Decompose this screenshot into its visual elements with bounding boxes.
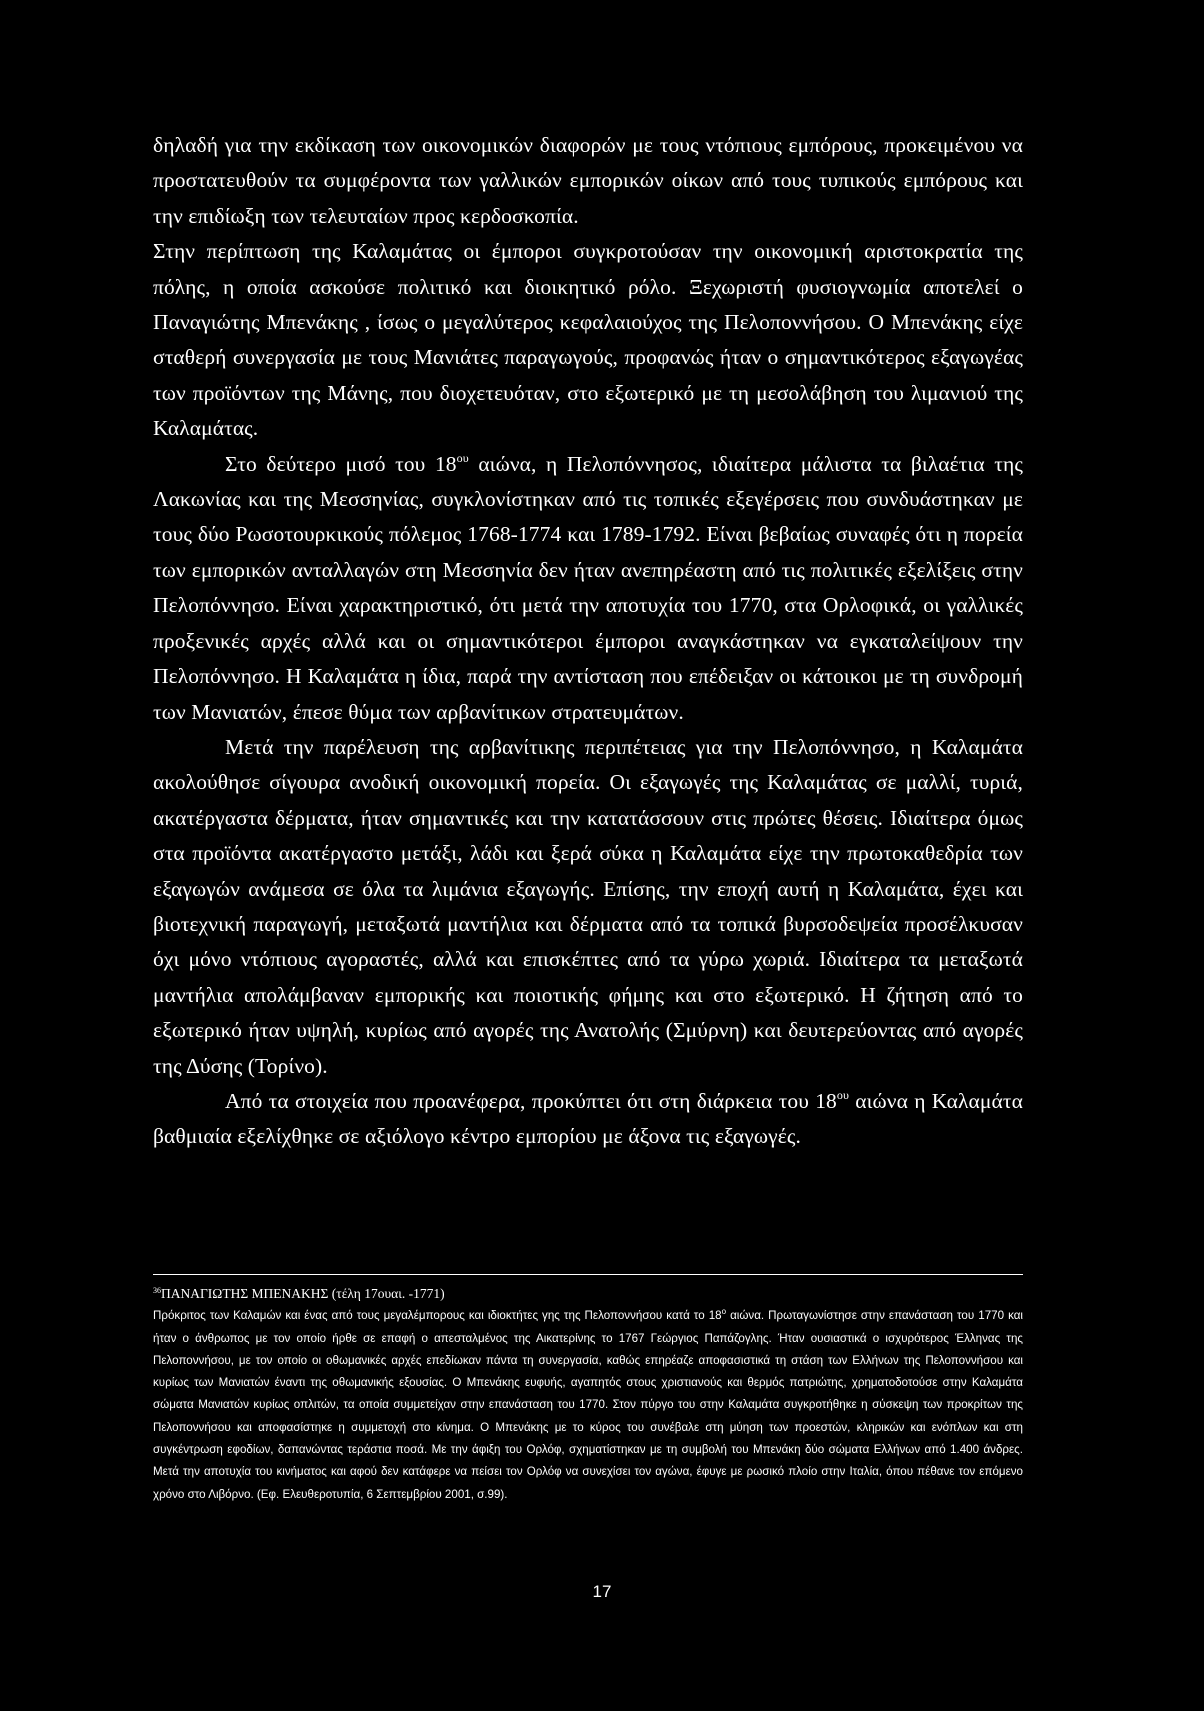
footnote xyxy=(153,1283,1023,1506)
paragraph-4 xyxy=(153,730,1023,1084)
paragraph-2 xyxy=(153,234,1023,446)
paragraph-text-after-superscript: αιώνα, η Πελοπόννησος, ιδιαίτερα μάλιστα τα βιλαέτια της Λακωνίας και της Μεσσηνίας, συγκλονίστηκαν από τις τοπικές εξεγέρσεις που συνδυάστηκαν με τους δύο Ρωσοτουρκικούς πόλεμος 1768-1774 και 1789-1792. Είναι βεβαίως συναφές ότι η πορεία των εμπορικών ανταλλαγών στη Μεσσηνία δεν ήταν ανεπηρέαστη από τις πολιτικές εξελίξεις στην Πελοπόννησο. Είναι χαρακτηριστικό, ότι μετά την αποτυχία του 1770, στα Ορλοφικά, οι γαλλικές προξενικές αρχές αλλά και οι σημαντικότεροι έμποροι αναγκάστηκαν να εγκαταλείψουν την Πελοπόννησο. Η Καλαμάτα η ίδια, παρά την αντίσταση που επέδειξαν οι κάτοικοι με τη συνδρομή των Μανιατών, έπεσε θύμα των αρβανίτικων στρατευμάτων. xyxy=(153,451,1023,724)
footnote-heading: ΠΑΝΑΓΙΩΤΗΣ ΜΠΕΝΑΚΗΣ (τέλη 17ουαι. -1771) xyxy=(161,1286,445,1301)
paragraph-text: Μετά την παρέλευση της αρβανίτικης περιπέτειας για την Πελοπόννησο, η Καλαμάτα ακολούθησε σίγουρα ανοδική οικονομική πορεία. Οι εξαγωγές της Καλαμάτας σε μαλλί, τυριά, ακατέργαστα δέρματα, ήταν σημαντικές και την κατατάσσουν στις πρώτες θέσεις. Ιδιαίτερα όμως στα προϊόντα ακατέργαστο μετάξι, λάδι και ξερά σύκα η Καλαμάτα είχε την πρωτοκαθεδρία των εξαγωγών ανάμεσα σε όλα τα λιμάνια εξαγωγής. Επίσης, την εποχή αυτή η Καλαμάτα, έχει και βιοτεχνική παραγωγή, μεταξωτά μαντήλια και δέρματα από τα τοπικά βυρσοδεψεία προσέλκυσαν όχι μόνο ντόπιους αγοραστές, αλλά και επισκέπτες από τα γύρω χωριά. Ιδιαίτερα τα μεταξωτά μαντήλια απολάμβαναν εμπορικής και ποιοτικής φήμης και στο εξωτερικό. Η ζήτηση από το εξωτερικό ήταν υψηλή, κυρίως από αγορές της Ανατολής (Σμύρνη) και δευτερεύοντας από αγορές της Δύσης (Τορίνο). xyxy=(153,734,1023,1078)
footnote-marker: 36 xyxy=(153,1286,161,1295)
paragraph-text-after-superscript: αιώνα η Καλαμάτα βαθμιαία εξελίχθηκε σε αξιόλογο κέντρο εμπορίου με άξονα τις εξαγωγές. xyxy=(153,1088,1023,1149)
page-number: 17 xyxy=(592,1582,612,1601)
paragraph-1 xyxy=(153,128,1023,234)
paragraph-text-before-superscript: Από τα στοιχεία που προανέφερα, προκύπτει ότι στη διάρκεια του 18 xyxy=(225,1088,837,1113)
footnote-separator xyxy=(153,1274,1023,1275)
body-text xyxy=(153,128,1023,1155)
paragraph-text-before-superscript: Στο δεύτερο μισό του 18 xyxy=(225,451,457,476)
paragraph-5 xyxy=(153,1084,1023,1155)
ordinal-superscript: ου xyxy=(836,1087,850,1102)
footnote-text-after-superscript: αιώνα. Πρωταγωνίστησε στην επανάσταση του 1770 και ήταν ο άνθρωπος με τον οποίο ήρθε σε επαφή ο απεσταλμένος της Αικατερίνης το 1767 Γεώργιος Παπάζογλης. Ήταν ουσιαστικά ο ισχυρότερος Έλληνας της Πελοποννήσου, με τον οποίο οι οθωμανικές αρχές επεδίωκαν πάντα τη συνεργασία, καθώς επηρέαζε αποφασιστικά τη στάση των Ελλήνων της Πελοποννήσου και κυρίως των Μανιατών έναντι της οθωμανικής εξουσίας. Ο Μπενάκης ευφυής, αγαπητός στους χριστιανούς και θερμός πατριώτης, χρηματοδοτούσε στην Καλαμάτα σώματα Μανιατών κυρίως οπλιτών, τα οποία συμμετείχαν στην επανάσταση του 1770. Στον πύργο του στην Καλαμάτα συγκροτήθηκε η σύσκεψη των προκρίτων της Πελοποννήσου και αποφασίστηκε η συμμετοχή στο κίνημα. Ο Μπενάκης με το κύρος του συνέβαλε στη μύηση των προεστών, κληρικών και ενόπλων και στη συγκέντρωση εφοδίων, δαπανώντας τεράστια ποσά. Με την άφιξη του Ορλόφ, σχηματίστηκαν με τη συμβολή του Μπενάκη δύο σώματα Ελλήνων από 1.400 άνδρες. Μετά την αποτυχία του κινήματος και αφού δεν κατάφερε να πείσει τον Ορλόφ να συνεχίσει τον αγώνα, έφυγε με ρωσικό πλοίο στην Ιταλία, όπου πέθανε τον επόμενο χρόνο στο Λιβόρνο. (Εφ. Ελευθεροτυπία, 6 Σεπτεμβρίου 2001, σ.99). xyxy=(153,1309,1024,1501)
paragraph-text: Στην περίπτωση της Καλαμάτας οι έμποροι συγκροτούσαν την οικονομική αριστοκρατία της πόλης, η οποία ασκούσε πολιτικό και διοικητικό ρόλο. Ξεχωριστή φυσιογνωμία αποτελεί ο Παναγιώτης Μπενάκης , ίσως ο μεγαλύτερος κεφαλαιούχος της Πελοποννήσου. Ο Μπενάκης είχε σταθερή συνεργασία με τους Μανιάτες παραγωγούς, προφανώς ήταν ο σημαντικότερος εξαγωγέας των προϊόντων της Μάνης, που διοχετευόταν, στο εξωτερικό με τη μεσολάβηση του λιμανιού της Καλαμάτας. xyxy=(153,239,1023,441)
footnote-ordinal-superscript: ο xyxy=(721,1307,727,1317)
footnote-heading-line xyxy=(153,1283,1023,1305)
paragraph-3 xyxy=(153,447,1023,730)
footnote-body xyxy=(153,1305,1023,1506)
ordinal-superscript: ου xyxy=(456,450,469,465)
footnote-text-before-superscript: Πρόκριτος των Καλαμών και ένας από τους μεγαλέμπορους και ιδιοκτήτες γης της Πελοποννήσου κατά το 18 xyxy=(153,1309,722,1323)
paragraph-text: δηλαδή για την εκδίκαση των οικονομικών διαφορών με τους ντόπιους εμπόρους, προκειμένου να προστατευθούν τα συμφέροντα των γαλλικών εμπορικών οίκων από τους τυπικούς εμπόρους και την επιδίωξη των τελευταίων προς κερδοσκοπία. xyxy=(153,133,1023,228)
